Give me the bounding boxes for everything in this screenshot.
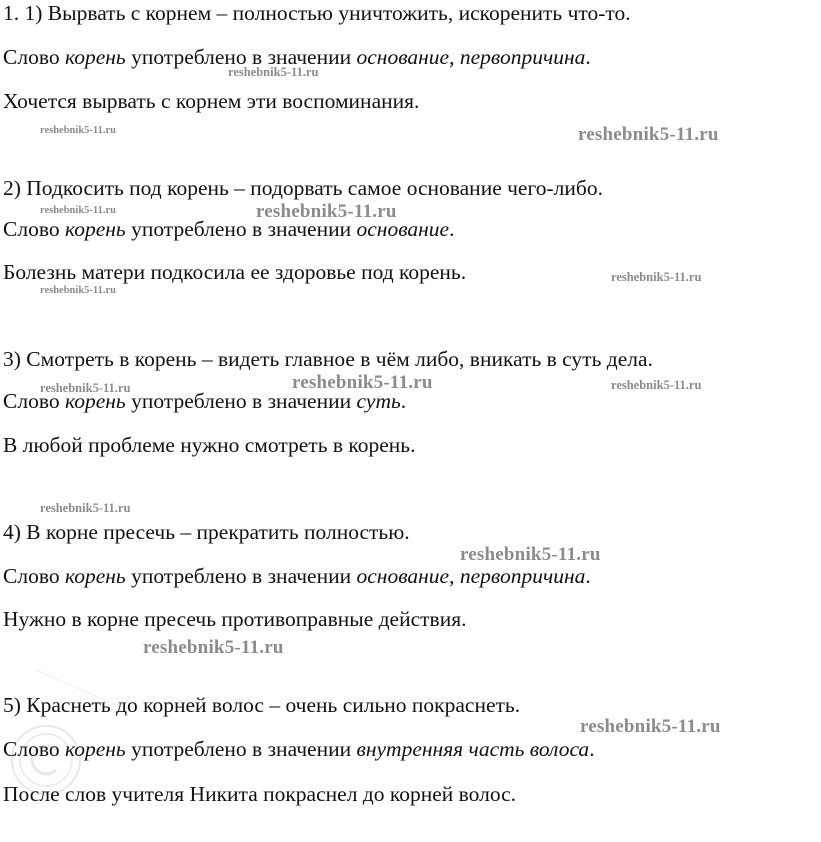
entry-4-example: Нужно в корне пресечь противоправные действия.: [3, 607, 467, 631]
watermark: reshebnik5-11.ru: [40, 125, 116, 136]
entry-2-sense: Слово корень употреблено в значении основание.: [3, 217, 455, 241]
watermark: reshebnik5-11.ru: [611, 378, 702, 392]
entry-3-word: корень: [64, 389, 126, 413]
entry-5-word: корень: [64, 737, 126, 761]
entry-1-word: корень: [64, 45, 126, 69]
entry-5-sense: Слово корень употреблено в значении внутренняя часть волоса.: [3, 737, 595, 761]
entry-1-heading: 1. 1) Вырвать с корнем – полностью уничтожить, искоренить что-то.: [3, 1, 631, 25]
entry-3-example: В любой проблеме нужно смотреть в корень.: [3, 433, 416, 457]
watermark: reshebnik5-11.ru: [40, 501, 131, 515]
entry-1-sense: Слово корень употреблено в значении основание, первопричина.: [3, 45, 591, 69]
seal-watermark: [6, 650, 126, 800]
watermark: reshebnik5-11.ru: [580, 716, 721, 737]
entry-2-heading: 2) Подкосить под корень – подорвать самое основание чего-либо.: [3, 176, 603, 200]
watermark: reshebnik5-11.ru: [40, 381, 131, 395]
entry-3-sense: Слово корень употреблено в значении суть.: [3, 389, 407, 413]
entry-4-word: корень: [64, 564, 126, 588]
watermark: reshebnik5-11.ru: [40, 285, 116, 296]
watermark: reshebnik5-11.ru: [143, 637, 284, 658]
watermark: reshebnik5-11.ru: [611, 270, 702, 284]
entry-5-heading: 5) Краснеть до корней волос – очень сильно покраснеть.: [3, 693, 521, 717]
entry-3-heading: 3) Смотреть в корень – видеть главное в чём либо, вникать в суть дела.: [3, 347, 653, 371]
entry-4-heading: 4) В корне пресечь – прекратить полностью.: [3, 520, 410, 544]
watermark: reshebnik5-11.ru: [40, 205, 116, 216]
entry-1-example: Хочется вырвать с корнем эти воспоминания.: [3, 89, 420, 113]
entry-2-word: корень: [64, 217, 126, 241]
entry-5-example: После слов учителя Никита покраснел до корней волос.: [3, 782, 517, 806]
watermark: reshebnik5-11.ru: [460, 544, 601, 565]
entry-2-example: Болезнь матери подкосила ее здоровье под корень.: [3, 260, 467, 284]
entry-4-sense: Слово корень употреблено в значении основание, первопричина.: [3, 564, 591, 588]
watermark: reshebnik5-11.ru: [292, 372, 433, 393]
watermark: reshebnik5-11.ru: [228, 65, 319, 79]
watermark: reshebnik5-11.ru: [256, 201, 397, 222]
watermark: reshebnik5-11.ru: [578, 124, 719, 145]
